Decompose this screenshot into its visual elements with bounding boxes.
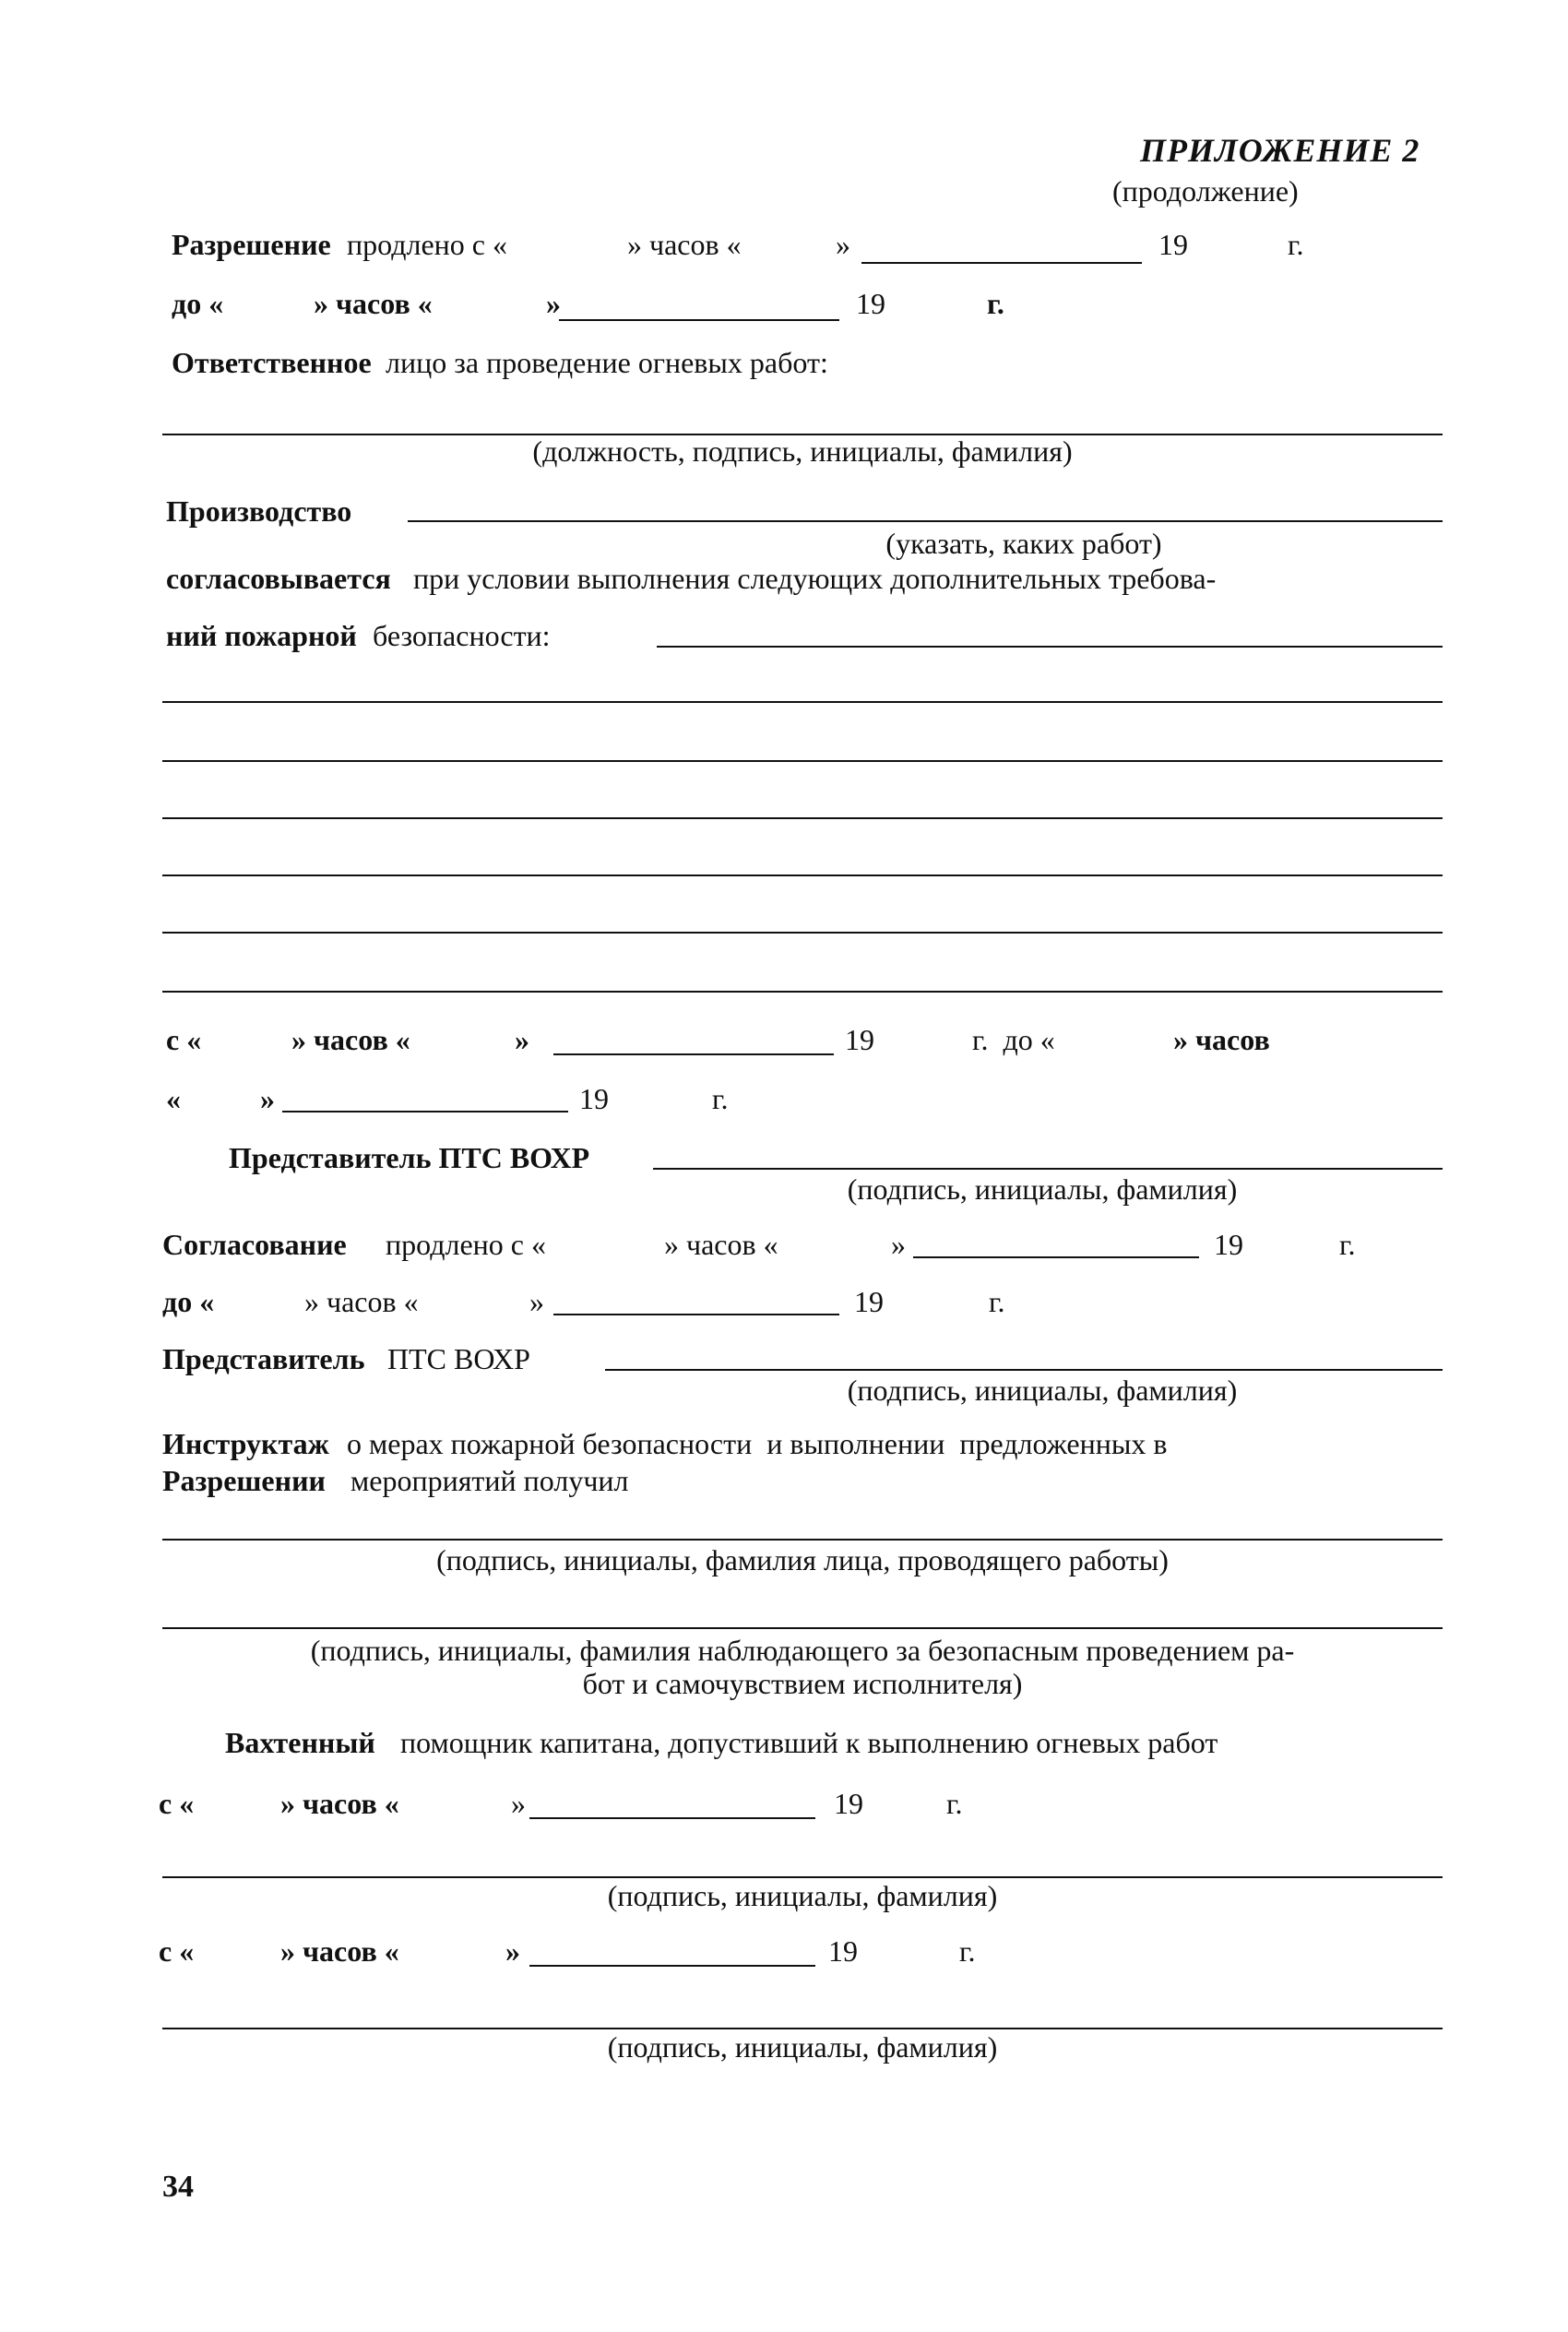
- agreement-hours: » часов «: [664, 1228, 778, 1261]
- watch-text: помощник капитана, допустивший к выполнению огневых работ: [393, 1726, 1218, 1759]
- briefing-signature-field1[interactable]: [162, 1539, 1443, 1541]
- watch-caption1: (подпись, инициалы, фамилия): [607, 1879, 998, 1912]
- production-label: Производство: [166, 494, 352, 528]
- requirements-line-7[interactable]: [162, 991, 1443, 993]
- rep2-text: ПТС ВОХР: [380, 1342, 530, 1375]
- watch-from1: с «: [159, 1787, 195, 1820]
- watch-g2: г.: [959, 1934, 976, 1968]
- agreement-until-year: 19: [854, 1285, 884, 1318]
- period1-from: с «: [166, 1023, 202, 1056]
- rep1-label: Представитель ПТС ВОХР: [229, 1141, 590, 1174]
- watch-from2: с «: [159, 1934, 195, 1968]
- permit-until-close: »: [546, 287, 561, 320]
- permit-year: 19: [1158, 228, 1188, 261]
- requirements-line-1[interactable]: [657, 646, 1443, 648]
- watch-bold: Вахтенный: [225, 1726, 375, 1759]
- briefing-text1: о мерах пожарной безопасности и выполнении предложенных в: [339, 1427, 1168, 1460]
- period1-g2: г.: [712, 1082, 729, 1115]
- briefing-caption2-line1: (подпись, инициалы, фамилия наблюдающего за безопасным проведением ра-: [310, 1634, 1295, 1667]
- permit-close-quote: »: [836, 228, 850, 261]
- briefing-bold1: Инструктаж: [162, 1427, 329, 1460]
- watch-close2: »: [505, 1934, 520, 1968]
- responsible-caption: (должность, подпись, инициалы, фамилия): [532, 434, 1073, 468]
- permit-until: до «: [172, 287, 224, 320]
- briefing-text2: мероприятий получил: [343, 1464, 629, 1497]
- responsible-bold: Ответственное: [172, 346, 372, 379]
- agreement-until-close: »: [529, 1285, 544, 1318]
- watch-hours1: » часов «: [280, 1787, 399, 1820]
- watch-close1: »: [511, 1787, 526, 1820]
- agreement-until-g: г.: [989, 1285, 1005, 1318]
- production-line2-bold: ний пожарной: [166, 619, 357, 652]
- briefing-caption2-line2: бот и самочувствием исполнителя): [582, 1667, 1023, 1700]
- period1-g-until: г. до «: [972, 1023, 1055, 1056]
- period1-close: »: [515, 1023, 529, 1056]
- permit-until-hours: » часов «: [314, 287, 433, 320]
- page-number: 34: [162, 2170, 194, 2204]
- agreement-extended-from: продлено с «: [378, 1228, 546, 1261]
- production-line2-text: безопасности:: [365, 619, 551, 652]
- rep2-caption: (подпись, инициалы, фамилия): [847, 1374, 1238, 1407]
- period1-hours2: » часов: [1173, 1023, 1270, 1056]
- rep2-bold: Представитель: [162, 1342, 365, 1375]
- requirements-line-3[interactable]: [162, 760, 1443, 762]
- agreement-until: до «: [162, 1285, 215, 1318]
- agreement-until-date-field[interactable]: [553, 1314, 839, 1315]
- period1-date-field2[interactable]: [282, 1111, 568, 1112]
- watch-date-field2[interactable]: [529, 1965, 815, 1967]
- agreement-date-field[interactable]: [913, 1256, 1199, 1258]
- production-field[interactable]: [408, 520, 1443, 522]
- permit-until-year: 19: [856, 287, 885, 320]
- production-agreed-bold: согласовывается: [166, 562, 391, 595]
- appendix-title: ПРИЛОЖЕНИЕ 2: [1140, 132, 1420, 169]
- requirements-line-2[interactable]: [162, 701, 1443, 703]
- briefing-caption1: (подпись, инициалы, фамилия лица, проводящего работы): [436, 1543, 1169, 1576]
- permit-word: Разрешение: [172, 228, 331, 261]
- watch-caption2: (подпись, инициалы, фамилия): [607, 2030, 998, 2064]
- permit-until-g: г.: [987, 287, 1004, 320]
- briefing-bold2: Разрешении: [162, 1464, 326, 1497]
- permit-g: г.: [1288, 228, 1304, 261]
- period1-close2: »: [260, 1082, 275, 1115]
- watch-hours2: » часов «: [280, 1934, 399, 1968]
- period1-hours: » часов «: [291, 1023, 410, 1056]
- production-caption: (указать, каких работ): [885, 527, 1162, 560]
- period1-date-field[interactable]: [553, 1053, 834, 1055]
- period1-year2: 19: [579, 1082, 609, 1115]
- agreement-close: »: [891, 1228, 906, 1261]
- permit-hours: » часов «: [627, 228, 742, 261]
- appendix-continued: (продолжение): [1112, 174, 1299, 208]
- responsible-text: лицо за проведение огневых работ:: [378, 346, 828, 379]
- agreement-until-hours: » часов «: [304, 1285, 419, 1318]
- permit-extended-from: продлено с «: [339, 228, 507, 261]
- rep2-signature-field[interactable]: [605, 1369, 1443, 1371]
- watch-g1: г.: [946, 1787, 963, 1820]
- rep1-caption: (подпись, инициалы, фамилия): [847, 1172, 1238, 1206]
- agreement-bold: Согласование: [162, 1228, 347, 1261]
- requirements-line-6[interactable]: [162, 932, 1443, 934]
- production-agreed-text: при условии выполнения следующих дополнительных требова-: [406, 562, 1217, 595]
- briefing-signature-field2[interactable]: [162, 1627, 1443, 1629]
- rep1-signature-field[interactable]: [653, 1168, 1443, 1170]
- watch-year2: 19: [828, 1934, 858, 1968]
- requirements-line-5[interactable]: [162, 874, 1443, 876]
- watch-date-field1[interactable]: [529, 1817, 815, 1819]
- requirements-line-4[interactable]: [162, 817, 1443, 819]
- permit-until-date-field[interactable]: [559, 319, 839, 321]
- agreement-g: г.: [1339, 1228, 1356, 1261]
- period1-open2: «: [166, 1082, 181, 1115]
- agreement-year: 19: [1214, 1228, 1243, 1261]
- period1-year: 19: [845, 1023, 874, 1056]
- permit-date-field[interactable]: [861, 262, 1142, 264]
- watch-year1: 19: [834, 1787, 863, 1820]
